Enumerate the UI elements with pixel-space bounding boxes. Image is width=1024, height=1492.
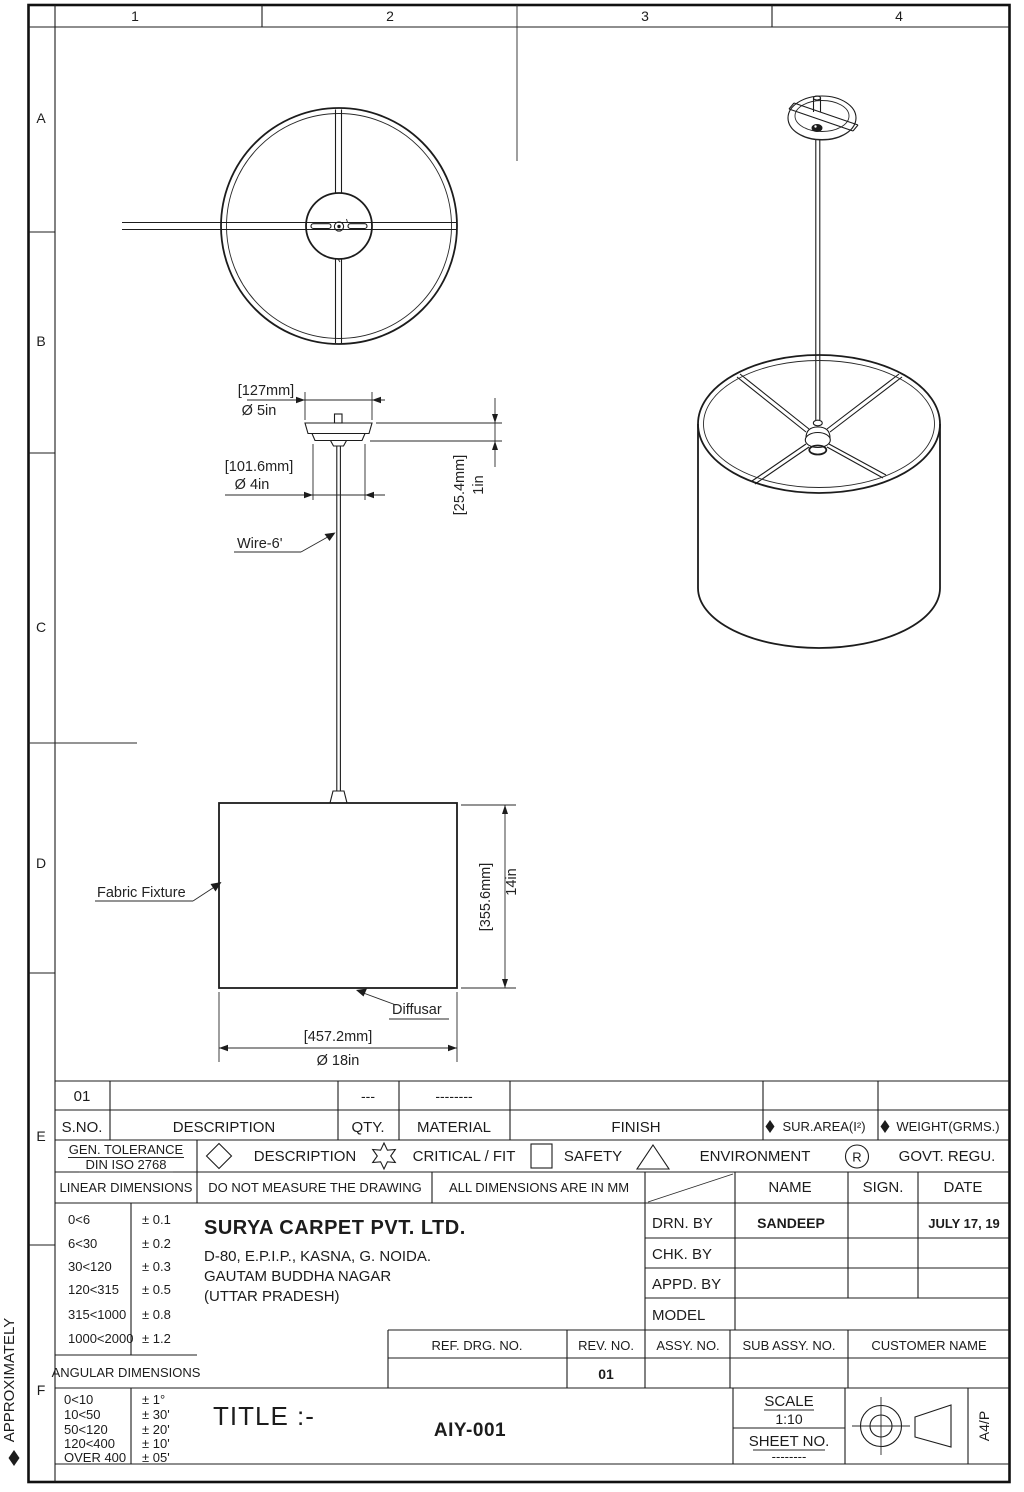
paper-size-label: A4/P (976, 1410, 992, 1442)
header-weight: WEIGHT(GRMS.) (896, 1119, 1000, 1134)
scale-value: 1:10 (775, 1411, 803, 1427)
header-rev-no: REV. NO. (578, 1338, 634, 1353)
drawn-date: JULY 17, 19 (928, 1216, 1000, 1231)
linear-range: 120<315 (68, 1282, 119, 1297)
legend-r-mark: R (852, 1149, 862, 1165)
linear-tol: ± 0.2 (142, 1236, 171, 1251)
legend-description: DESCRIPTION (253, 1148, 357, 1165)
dim-shade-h-mm: [355.6mm] (478, 862, 494, 932)
item-qty: --- (361, 1088, 375, 1104)
approximately-note: APPROXIMATELY (1, 1317, 18, 1443)
dim-shade-dia-in: Ø 18in (316, 1053, 360, 1069)
diamond-icon (766, 1120, 775, 1133)
header-finish: FINISH (611, 1119, 661, 1136)
note-dimensions-mm: ALL DIMENSIONS ARE IN MM (448, 1180, 630, 1195)
gen-tolerance-line1: GEN. TOLERANCE (68, 1142, 184, 1157)
linear-range: 0<6 (68, 1212, 91, 1227)
header-sign: SIGN. (862, 1179, 904, 1196)
angular-dimensions-title: ANGULAR DIMENSIONS (51, 1365, 201, 1380)
header-sno: S.NO. (61, 1119, 103, 1136)
diamond-outline-icon (207, 1144, 232, 1169)
zone-row-e: E (36, 1128, 46, 1144)
angular-tol: ± 20' (142, 1422, 170, 1437)
angular-range: 10<50 (64, 1407, 101, 1422)
legend-govt: GOVT. REGU. (898, 1148, 996, 1165)
scale-label: SCALE (764, 1393, 814, 1410)
angular-tol: ± 10' (142, 1436, 170, 1451)
dim-shade-h-in: 14in (504, 868, 520, 896)
linear-range: 30<120 (68, 1259, 112, 1274)
linear-range: 6<30 (68, 1236, 98, 1251)
zone-col-4: 4 (895, 8, 903, 24)
header-sur-area: SUR.AREA(I²) (782, 1119, 866, 1134)
title-block (55, 1081, 1010, 1464)
linear-tol: ± 0.3 (142, 1259, 171, 1274)
header-name: NAME (768, 1179, 812, 1196)
zone-col-1: 1 (131, 8, 139, 24)
title-block-content (52, 1088, 1000, 1465)
angular-range: 50<120 (64, 1422, 108, 1437)
item-material: -------- (435, 1088, 473, 1104)
linear-tol: ± 0.1 (142, 1212, 171, 1227)
dim-shade-dia-mm: [457.2mm] (303, 1029, 373, 1045)
dim-canopy-h-mm: [25.4mm] (452, 454, 468, 516)
linear-dimensions-title: LINEAR DIMENSIONS (59, 1180, 193, 1195)
header-customer-name: CUSTOMER NAME (871, 1338, 987, 1353)
front-view (219, 414, 457, 988)
linear-range: 315<1000 (68, 1307, 127, 1322)
dim-ring-dia-mm: [101.6mm] (224, 459, 294, 475)
company-address1: D-80, E.P.I.P., KASNA, G. NOIDA. (204, 1248, 432, 1265)
zone-row-f: F (36, 1382, 46, 1398)
company-name: SURYA CARPET PVT. LTD. (204, 1217, 466, 1239)
row-label-appd-by: APPD. BY (652, 1276, 722, 1293)
fabric-fixture-label: Fabric Fixture (97, 885, 186, 901)
zone-row-a: A (36, 110, 46, 126)
drawn-by-name: SANDEEP (757, 1215, 825, 1231)
company-address2: GAUTAM BUDDHA NAGAR (204, 1268, 392, 1285)
zone-row-b: B (36, 333, 46, 349)
header-assy-no: ASSY. NO. (656, 1338, 720, 1353)
linear-range: 1000<2000 (68, 1331, 134, 1346)
note-do-not-measure: DO NOT MEASURE THE DRAWING (208, 1180, 422, 1195)
isometric-view (698, 96, 940, 648)
header-ref-drg-no: REF. DRG. NO. (431, 1338, 523, 1353)
row-label-model: MODEL (652, 1307, 706, 1324)
angular-range: 120<400 (64, 1436, 115, 1451)
sheet-no-value: -------- (771, 1449, 807, 1464)
zone-col-3: 3 (641, 8, 649, 24)
company-address3: (UTTAR PRADESH) (204, 1288, 340, 1305)
diamond-icon (881, 1120, 890, 1133)
title-label: TITLE :- (213, 1401, 315, 1431)
rev-no-value: 01 (598, 1366, 614, 1382)
square-icon (531, 1144, 552, 1168)
dim-ring-dia-in: Ø 4in (234, 477, 270, 493)
drawing-number: AIY-001 (433, 1420, 507, 1441)
header-qty: QTY. (351, 1119, 385, 1136)
item-sno: 01 (73, 1088, 91, 1105)
angular-range: OVER 400 (64, 1450, 127, 1465)
angular-range: 0<10 (64, 1392, 94, 1407)
legend-safety: SAFETY (563, 1148, 623, 1165)
header-description: DESCRIPTION (172, 1119, 276, 1136)
legend-critical: CRITICAL / FIT (412, 1148, 516, 1165)
row-label-chk-by: CHK. BY (652, 1246, 713, 1263)
triangle-icon (637, 1145, 669, 1169)
linear-tol: ± 1.2 (142, 1331, 171, 1346)
sheet-no-label: SHEET NO. (748, 1433, 830, 1450)
angular-tol: ± 30' (142, 1407, 170, 1422)
header-sub-assy-no: SUB ASSY. NO. (742, 1338, 836, 1353)
star-icon (373, 1143, 396, 1169)
gen-tolerance-line2: DIN ISO 2768 (85, 1157, 167, 1172)
zone-col-2: 2 (386, 8, 394, 24)
header-material: MATERIAL (417, 1119, 491, 1136)
projection-symbol-icon (852, 1397, 951, 1455)
diamond-icon (9, 1450, 20, 1466)
dim-canopy-dia-mm: [127mm] (237, 383, 295, 399)
zone-row-c: C (35, 619, 47, 635)
top-view (122, 108, 457, 344)
angular-tol: ± 05' (142, 1450, 170, 1465)
linear-tol: ± 0.8 (142, 1307, 171, 1322)
angular-tol: ± 1° (142, 1392, 166, 1407)
header-date: DATE (943, 1179, 983, 1196)
legend-environment: ENVIRONMENT (699, 1148, 811, 1165)
dim-canopy-dia-in: Ø 5in (241, 403, 277, 419)
zone-row-d: D (35, 855, 47, 871)
dim-canopy-h-in: 1in (471, 475, 487, 495)
diffuser-label: Diffusar (392, 1002, 442, 1018)
row-label-drn-by: DRN. BY (652, 1215, 713, 1232)
linear-tol: ± 0.5 (142, 1282, 171, 1297)
wire-label: Wire-6' (237, 536, 283, 552)
